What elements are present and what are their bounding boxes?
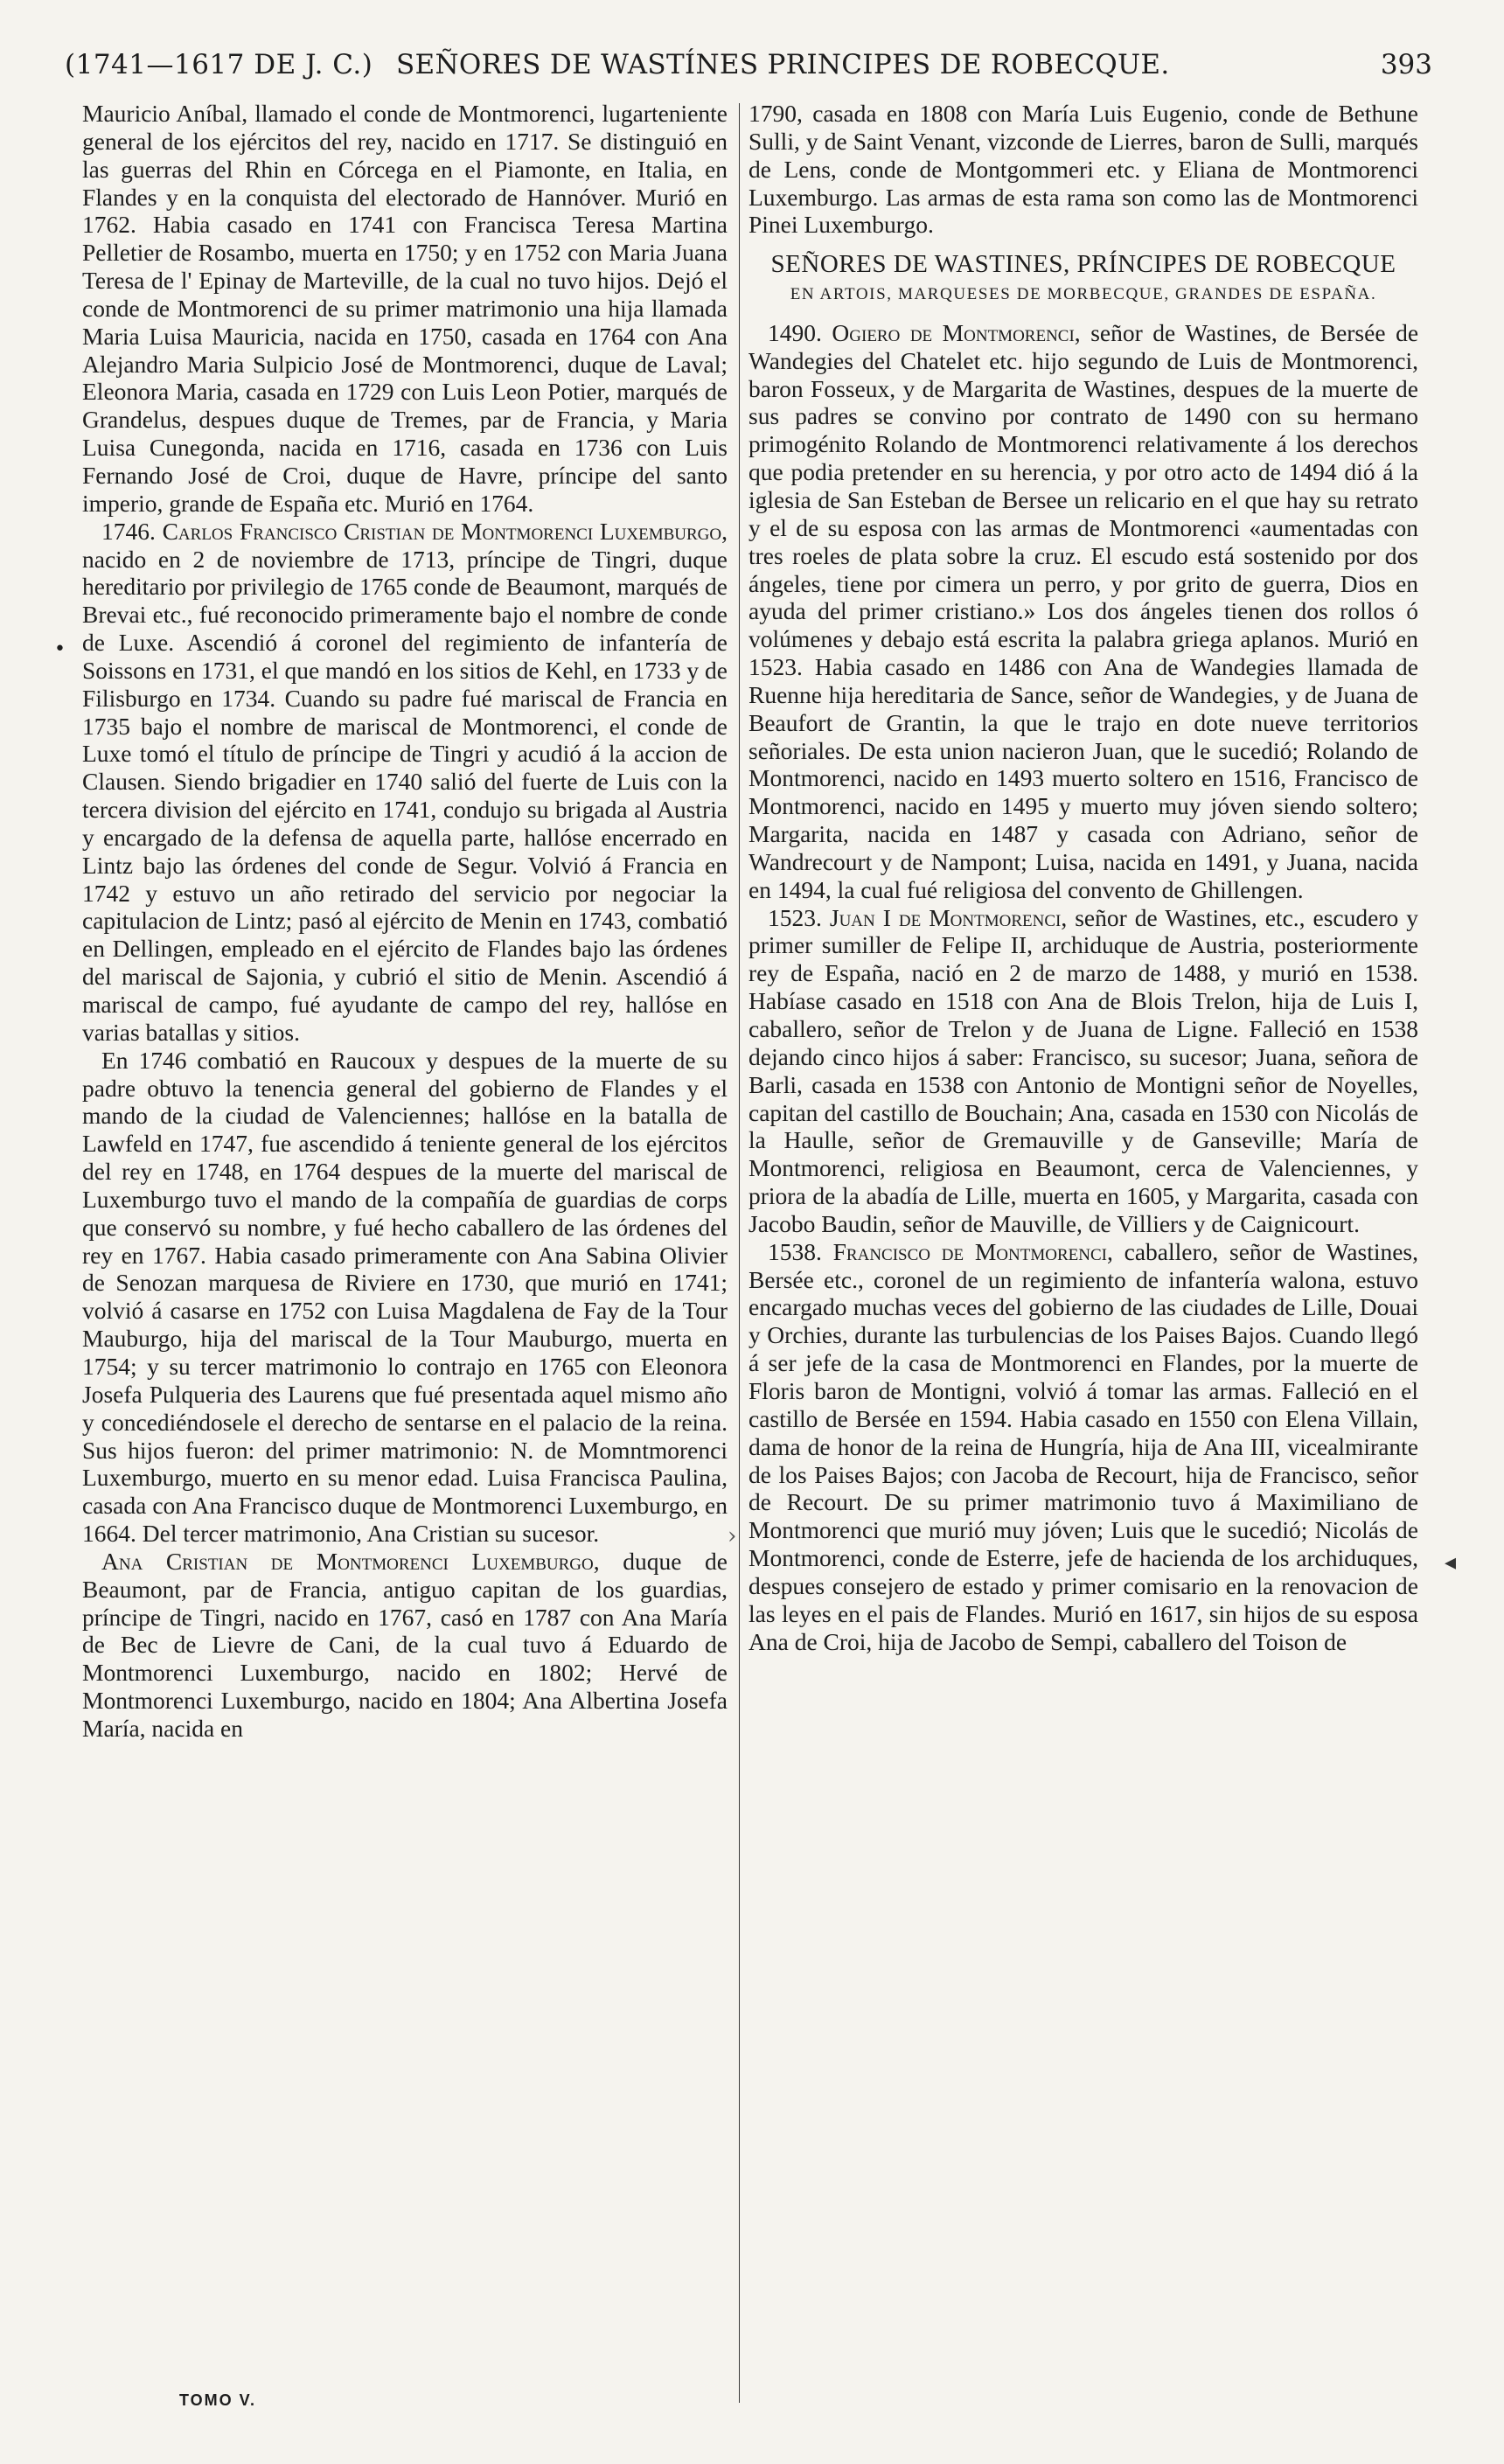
paragraph-mauricio-anibal: Mauricio Aníbal, llamado el conde de Montmorenci, lugarteniente general de los ejércitos del rey, nacido en 1717. Se distinguió en las guerras del Rhin en Córcega en el Piamonte, en Italia, en Flandes y en la conquista del electorado de Hannóver. Murió en 1762. Habia casado en 1741 con Francisca Teresa Martina Pelletier de Rosambo, muerta en 1750; y en 1752 con Maria Juana Teresa de l' Epinay de Marteville, de la cual no tuvo hijos. Dejó el conde de Montmorenci de su primer matrimonio una hija llamada Maria Luisa Mauricia, nacida en 1750, casada en 1764 con Ana Alejandro Maria Sulpicio José de Montmorenci, duque de Laval; Eleonora Maria, casada en 1729 con Luis Leon Potier, marqués de Grandelus, despues duque de Tremes, par de Francia, y Maria Luisa Cunegonda, nacida en 1716, casada en 1736 con Luis Fernando José de Croi, duque de Havre, príncipe del santo imperio, grande de España etc. Murió en 1764. <box>82 100 728 517</box>
header-title: SEÑORES DE WASTÍNES PRINCIPES DE ROBECQUE. <box>396 49 1170 80</box>
entry-text: nacido en 2 de noviembre de 1713, príncipe de Tingri, duque hereditario por privilegio de 1765 conde de Beaumont, marqués de Brevai etc., fué reconocido primeramente bajo el nombre de conde de Luxe. Ascendió á coronel del regimiento de infantería de Soissons en 1731, el que mandó en los sitios de Kehl, en 1733 y de Filisburgo en 1734. Cuando su padre fué mariscal de Francia en 1735 bajo el nombre de mariscal de Montmorenci, el conde de Luxe tomó el título de príncipe de Tingri y acudió á la accion de Clausen. Siendo brigadier en 1740 salió del fuerte de Luis con la tercera division del ejército en 1741, condujo su brigada al Austria y encargado de la defensa de aquella parte, hallóse encerrado en Lintz bajo las órdenes del conde de Segur. Volvió á Francia en 1742 y estuvo un año retirado del servicio por negociar la capitulacion de Lintz; pasó al ejército de Menin en 1743, combatió en Dellingen, empleado en el ejército de Flandes bajo las órdenes del mariscal de Sajonia, y cubrió el sitio de Menin. Ascendió á mariscal de campo, fué ayudante de campo del rey, hallóse en varias batallas y sitios. <box>82 545 728 1046</box>
entry-year: 1538. <box>768 1237 822 1265</box>
entry-text: caballero, señor de Wastines, Bersée etc., coronel de un regimiento de infantería walona, estuvo encargado muchas veces del gobierno de las ciudades de Lille, Douai y Orchies, durante las turbulencias de los Paises Bajos. Cuando llegó á ser jefe de la casa de Montmorenci en Flandes, por la muerte de Floris baron de Montigni, volvió á tomar las armas. Falleció en el castillo de Bersée en 1594. Habia casado en 1550 con Elena Villain, dama de honor de la reina de Hungría, hija de Ana III, vicealmirante de los Paises Bajos; con Jacoba de Recourt, hija de Francisco, señor de Recourt. De su primer matrimonio tuvo á Maximiliano de Montmorenci que murió muy jóven; Luis que le sucedió; Nicolás de Montmorenci, conde de Esterre, jefe de hacienda de los archiduques, despues consejero de estado y primer comisario en la renovacion de las leyes en el pais de Flandes. Murió en 1617, sin hijos de su esposa Ana de Croi, hija de Jacobo de Sempi, caballero del Toison de <box>749 1237 1419 1655</box>
paragraph-1746-raucoux: En 1746 combatió en Raucoux y despues de la muerte de su padre obtuvo la tenencia general del gobierno de Flandes y el mando de la ciudad de Valenciennes; hallóse en la batalla de Lawfeld en 1747, fue ascendido á teniente general de los ejércitos del rey en 1748, en 1764 despues de la muerte del mariscal de Luxemburgo tuvo el mando de la compañía de guardias de corps que conservó su nombre, y fué hecho caballero de las órdenes del rey en 1767. Habia casado primeramente con Ana Sabina Olivier de Senozan marquesa de Riviere en 1730, que murió en 1741; volvió á casarse en 1752 con Luisa Magdalena de Fay de la Tour Mauburgo, hija del mariscal de la Tour Mauburgo, muerta en 1754; y su tercer matrimonio lo contrajo en 1765 con Eleonora Josefa Pulqueria des Laurens que fué presentada aquel mismo año y concediéndosele el derecho de sentarse en el palacio de la reina. Sus hijos fueron: del primer matrimonio: N. de Momntmorenci Luxemburgo, muerto en su menor edad. Luisa Francisca Paulina, casada con Ana Francisco duque de Montmorenci Luxemburgo, en 1664. Del tercer matrimonio, Ana Cristian su sucesor. <box>82 1046 728 1548</box>
entry-carlos-francisco <box>82 518 728 1047</box>
margin-bracket-mark: › <box>728 1523 737 1549</box>
entry-text: duque de Beaumont, par de Francia, antiguo capitan de los guardias, príncipe de Tingri, nacido en 1767, casó en 1787 con Ana María de Bec de Lievre de Cani, de la cual tuvo á Eduardo de Montmorenci Luxemburgo, nacido en 1802; Hervé de Montmorenci Luxemburgo, nacido en 1804; Ana Albertina Josefa María, nacida en <box>82 1547 728 1742</box>
paragraph-continuation: 1790, casada en 1808 con María Luis Eugenio, conde de Bethune Sulli, y de Saint Venant, vizconde de Lierres, baron de Sulli, marqués de Lens, conde de Montgommeri etc. y Eliana de Montmorenci Luxemburgo. Las armas de esta rama son como las de Montmorenci Pinei Luxemburgo. <box>749 100 1418 239</box>
entry-text: señor de Wastines, de Bersée de Wandegies del Chatelet etc. hijo segundo de Luis de Montmorenci, baron Fosseux, y de Margarita de Wastines, despues de la muerte de sus padres se convino por contrato de 1490 con su hermano primogénito Rolando de Montmorenci relativamente á los derechos que podia pretender en su herencia, y por otro acto de 1494 dió á la iglesia de San Esteban de Bersee un relicario en el que hay su retrato y el de su esposa con las armas de Montmorenci «aumentadas con tres roeles de plata sobre la cruz. El escudo está sostenido por dos ángeles, tiene por cimera un perro, y por grito de guerra, Dios en ayuda del primer cristiano.» Los dos ángeles tienen dos rollos ó volúmenes y debajo está escrita la palabra griega aplanos. Murió en 1523. Habia casado en 1486 con Ana de Wandegies llamada de Ruenne hija hereditaria de Sance, señor de Wandegies, y de Juana de Beaufort de Grantin, la que le trajo en dote nueve territorios señoriales. De esta union nacieron Juan, que le sucedió; Rolando de Montmorenci, nacido en 1493 muerto soltero en 1516, Francisco de Montmorenci, nacido en 1495 y muerto muy jóven siendo soltero; Margarita, nacida en 1487 y casada con Adriano, señor de Wandrecourt y de Nampont; Luisa, nacida en 1491, y Juana, nacida en 1494, la cual fué religiosa del convento de Ghillengen. <box>749 318 1419 903</box>
section-heading: SEÑORES DE WASTINES, PRÍNCIPES DE ROBECQUE <box>770 250 1396 279</box>
entry-year: 1746. <box>101 517 156 545</box>
entry-name: Juan I de Montmorenci, <box>829 903 1068 931</box>
entry-year: 1490. <box>768 318 822 346</box>
running-header <box>52 49 1452 93</box>
entry-name: Ogiero de Montmorenci, <box>832 318 1081 346</box>
entry-text: señor de Wastines, etc., escudero y primer sumiller de Felipe II, archiduque de Austria, posteriormente rey de España, nació en 2 de marzo de 1488, y murió en 1538. Habíase casado en 1518 con Ana de Blois Trelon, hija de Luis I, caballero, señor de Trelon y de Juana de Ligne. Falleció en 1538 dejando cinco hijos á saber: Francisco, su sucesor; Juana, señora de Barli, casada en 1538 con Antonio de Montigni señor de Noyelles, capitan del castillo de Bouchain; Ana, casada en 1530 con Nicolás de la Haulle, señor de Gremauville y de Ganseville; María de Montmorenci, religiosa en Beaumont, cerca de Valenciennes, y priora de la abadía de Lille, muerta en 1605, y Margarita, casada con Jacobo Baudin, señor de Mauville, de Villiers y de Caignicourt. <box>749 903 1418 1237</box>
header-date-range: (1741—1617 DE J. C.) <box>65 49 373 80</box>
column-divider <box>739 103 740 2403</box>
margin-arrow-mark: ◂ <box>1445 1549 1457 1576</box>
entry-year: 1523. <box>768 903 822 931</box>
right-column <box>749 100 1418 1655</box>
entry-francisco <box>749 1238 1418 1656</box>
entry-name: Ana Cristian de Montmorenci Luxemburgo, <box>101 1547 600 1575</box>
entry-juan-i <box>749 904 1418 1238</box>
section-subheading: EN ARTOIS, MARQUESES DE MORBECQUE, GRANDES DE ESPAÑA. <box>790 285 1377 304</box>
entry-ana-cristian <box>82 1548 728 1743</box>
page-number: 393 <box>1380 49 1432 80</box>
entry-name: Carlos Francisco Cristian de Montmorenci Luxemburgo, <box>162 517 728 545</box>
margin-dot-mark: • <box>54 638 66 660</box>
entry-name: Francisco de Montmorenci, <box>832 1237 1113 1265</box>
entry-ogiero <box>749 319 1418 904</box>
left-column <box>82 100 728 1743</box>
signature-mark: TOMO V. <box>179 2391 257 2409</box>
